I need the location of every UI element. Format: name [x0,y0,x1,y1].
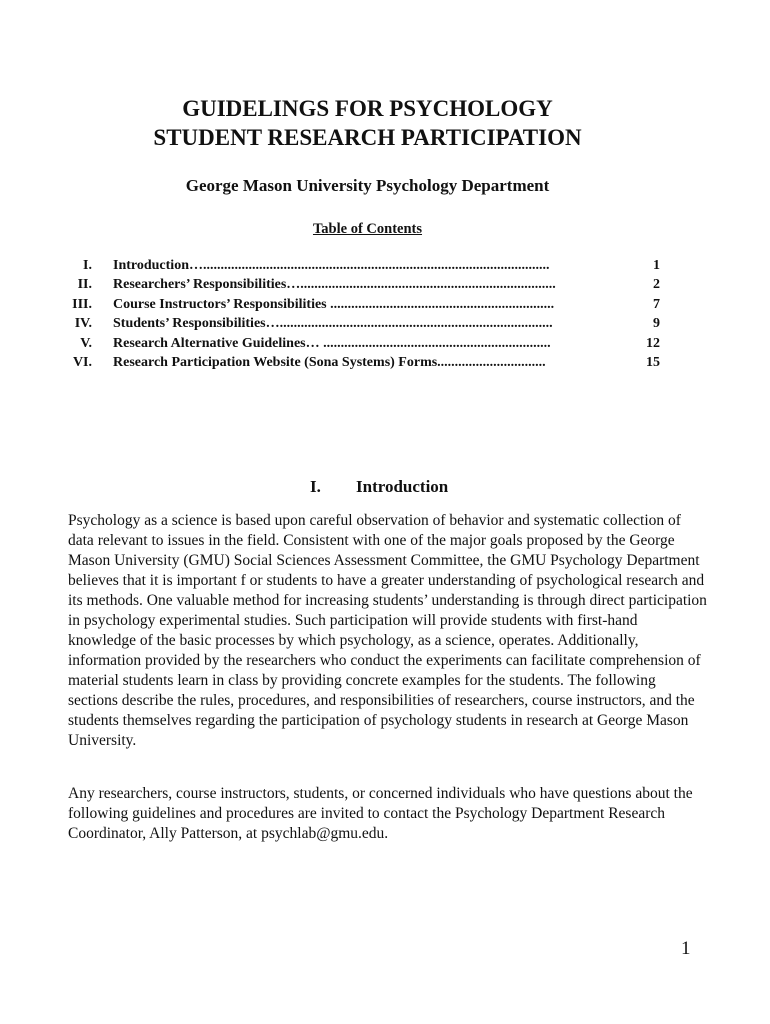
toc-entry-title: Introduction…................................................................................................... [113,258,550,273]
toc-entry-page: 9 [653,316,660,332]
toc-entry-page: 7 [653,296,660,312]
toc-entry-title: Students’ Responsibilities….............................................................................. [113,316,553,332]
document-subtitle: George Mason University Psychology Department [185,176,550,195]
toc-entry-title: Research Participation Website (Sona Systems) Forms............................... [113,354,546,370]
toc-entry-title: Researchers’ Responsibilities…......................................................................... [113,277,556,293]
page-number: 1 [681,938,691,959]
toc-entry-number: I. [83,258,92,273]
document-title [0,94,735,152]
title-line-1: GUIDELINGS FOR PSYCHOLOGY [182,96,553,121]
toc-entry-number: II. [77,277,92,293]
table-of-contents [60,258,660,374]
toc-entry-number: III. [72,296,92,312]
toc-heading: Table of Contents [312,221,423,237]
toc-entry-page: 15 [646,354,660,370]
toc-entry-number: IV. [74,316,92,332]
title-line-2: STUDENT RESEARCH PARTICIPATION [153,125,582,150]
toc-entry-number: VI. [72,354,92,370]
intro-paragraph-2: Any researchers, course instructors, students, or concerned individuals who have questions about the following guidelines and procedures are invited to contact the Psychology Department Research Coordinator, Ally Patterson, at psychlab@gmu.edu. [68,785,693,842]
toc-entry-page: 1 [653,258,660,273]
toc-entry-title: Research Alternative Guidelines… ................................................................. [113,335,551,351]
section-title: Introduction [356,477,449,496]
toc-entry[interactable] [60,297,660,316]
toc-entry-page: 2 [653,277,660,293]
intro-paragraph-1: Psychology as a science is based upon careful observation of behavior and systematic collection of data relevant to issues in the field. Consistent with one of the major goals proposed by the George Mason University (GMU) Social Sciences Assessment Committee, the GMU Psychology Department believes that it is important f or students to have a greater understanding of psychological research and its methods. One valuable method for increasing students’ understanding is through direct participation in psychology experimental studies. Such participation will provide students with first-hand knowledge of the basic processes by which psychology, as a science, operates. Additionally, information provided by the researchers who conduct the experiments can facilitate comprehension of material students learn in class by providing concrete examples for the students. The following sections describe the rules, procedures, and responsibilities of researchers, course instructors, and the students themselves regarding the participation of psychology students in research at George Mason University. [68,512,707,749]
toc-entry[interactable] [60,355,660,374]
toc-entry[interactable] [60,336,660,355]
toc-entry-title: Course Instructors’ Responsibilities ................................................................ [113,296,555,312]
toc-entry[interactable] [60,277,660,296]
toc-entry[interactable] [60,258,660,277]
toc-entry-number: V. [80,335,92,351]
toc-entry-page: 12 [646,335,660,351]
section-number: I. [310,477,321,496]
toc-entry[interactable] [60,316,660,335]
